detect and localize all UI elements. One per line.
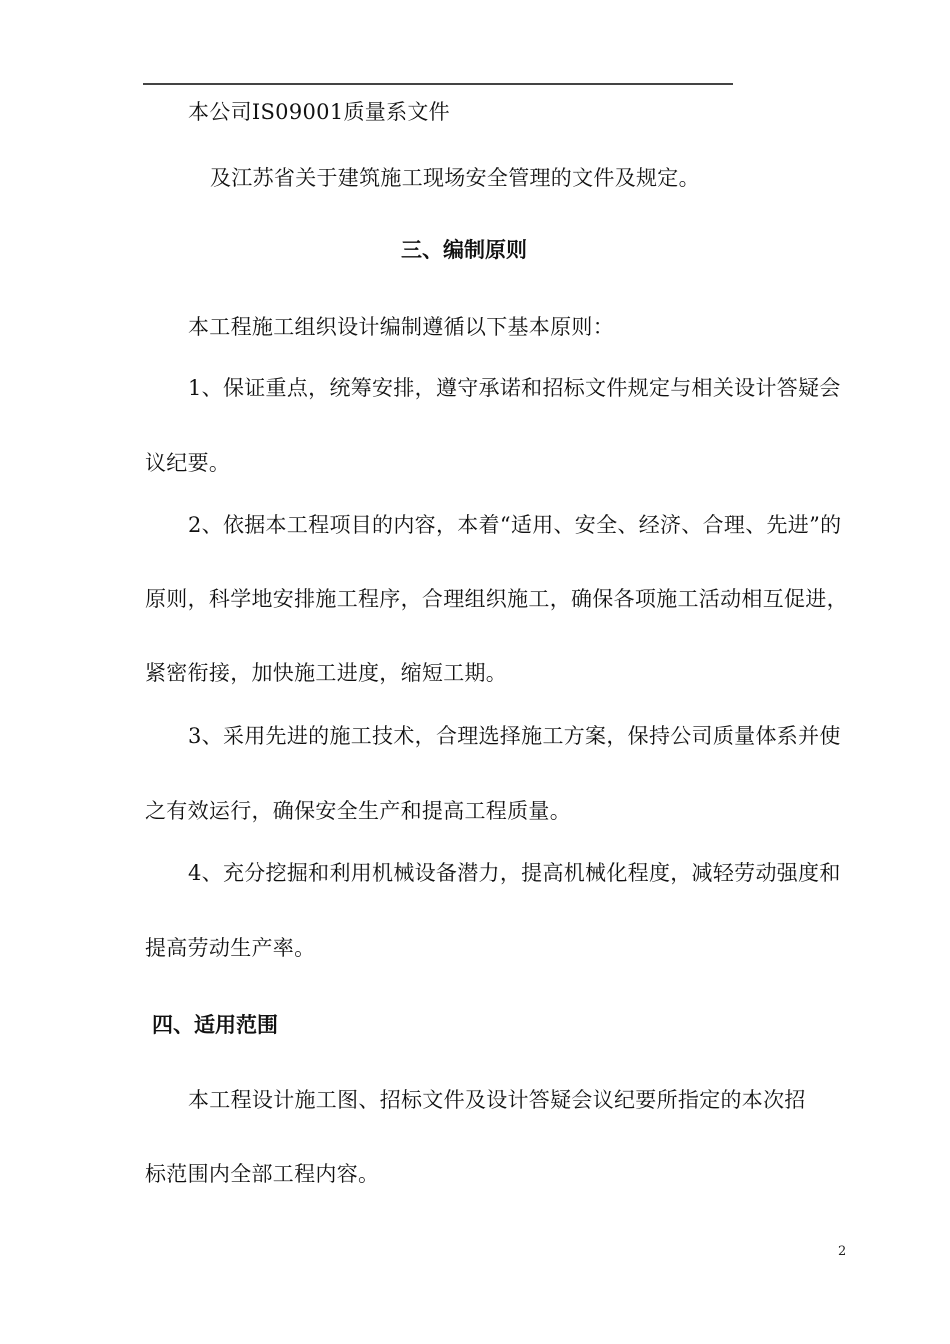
paragraph-line: 2、依据本工程项目的内容，本着“适用、安全、经济、合理、先进”的 [188,513,842,537]
paragraph-line: 提高劳动生产率。 [145,936,316,960]
paragraph-line: 本工程设计施工图、招标文件及设计答疑会议纪要所指定的本次招 [188,1088,806,1112]
page-number: 2 [838,1244,847,1259]
paragraph-line: 4、充分挖掘和利用机械设备潜力，提高机械化程度，减轻劳动强度和 [188,861,841,885]
header-rule [143,83,733,85]
paragraph-line: 1、保证重点，统筹安排，遵守承诺和招标文件规定与相关设计答疑会 [188,376,841,400]
section-heading-3: 三、编制原则 [401,238,527,262]
paragraph-line: 原则，科学地安排施工程序，合理组织施工，确保各项施工活动相互促进， [145,587,848,611]
paragraph-line: 3、采用先进的施工技术，合理选择施工方案，保持公司质量体系并使 [188,724,841,748]
paragraph-line: 议纪要。 [145,451,231,475]
paragraph-line: 之有效运行，确保安全生产和提高工程质量。 [145,799,571,823]
paragraph-line: 及江苏省关于建筑施工现场安全管理的文件及规定。 [210,166,700,190]
paragraph-line: 本公司IS09001质量系文件 [188,100,450,124]
paragraph-line: 紧密衔接，加快施工进度，缩短工期。 [145,661,508,685]
section-heading-4: 四、适用范围 [152,1013,278,1037]
paragraph-line: 本工程施工组织设计编制遵循以下基本原则： [188,315,614,339]
paragraph-line: 标范围内全部工程内容。 [145,1162,380,1186]
